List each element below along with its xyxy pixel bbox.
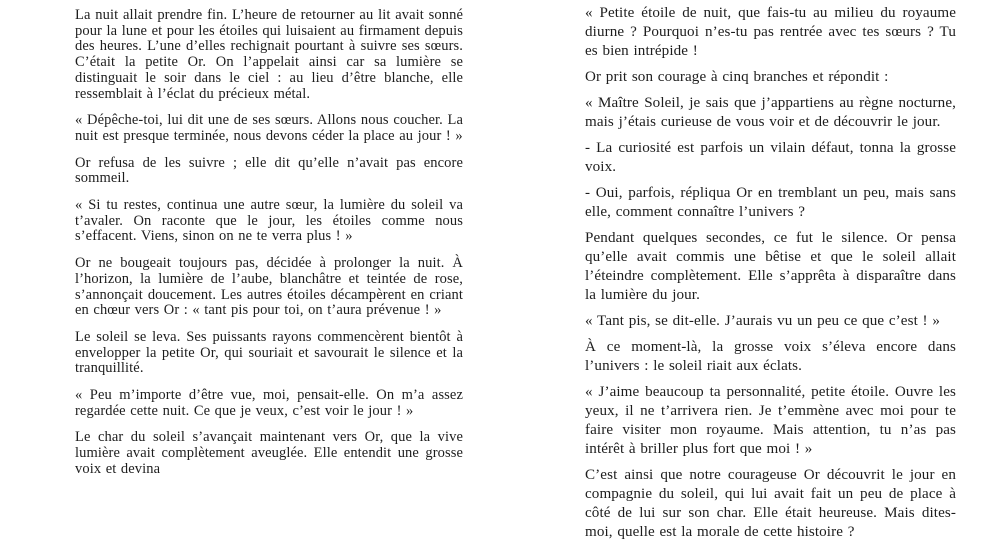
left-paragraph-6: Le soleil se leva. Ses puissants rayons commencèrent bientôt à envelopper la petite Or, qui souriait et savourait le silence et la tranquillité. xyxy=(75,328,463,377)
right-paragraph-4: - La curiosité est parfois un vilain défaut, tonna la grosse voix. xyxy=(585,140,956,175)
right-paragraph-8: À ce moment-là, la grosse voix s’éleva encore dans l’univers : le soleil riait aux éclats. xyxy=(585,339,956,374)
left-paragraph-3: Or refusa de les suivre ; elle dit qu’elle n’avait pas encore sommeil. xyxy=(75,154,463,187)
right-page-column xyxy=(585,4,956,542)
right-paragraph-7: « Tant pis, se dit-elle. J’aurais vu un peu ce que c’est ! » xyxy=(585,313,940,329)
right-paragraph-5: - Oui, parfois, répliqua Or en tremblant un peu, mais sans elle, comment connaître l’univers ? xyxy=(585,185,956,220)
left-paragraph-5: Or ne bougeait toujours pas, décidée à prolonger la nuit. À l’horizon, la lumière de l’aube, blanchâtre et teintée de rose, s’annonçait doucement. Les autres étoiles décampèrent en criant en chœur vers Or : « tant pis pour toi, on t’aura prévenue ! » xyxy=(75,255,463,319)
left-paragraph-1: La nuit allait prendre fin. L’heure de retourner au lit avait sonné pour la lune et pour les étoiles qui luisaient au firmament depuis des heures. L’une d’elles rechignait pourtant à suivre ses sœurs. C’était la petite Or. On l’appelait ainsi car sa lumière se distinguait le soir dans le ciel : au lieu d’être blanche, elle ressemblait à l’éclat du précieux métal. xyxy=(75,7,463,102)
right-paragraph-2: Or prit son courage à cinq branches et répondit : xyxy=(585,69,889,85)
left-paragraph-8: Le char du soleil s’avançait maintenant vers Or, que la vive lumière avait complètement aveuglée. Elle entendit une grosse voix et devina xyxy=(75,429,463,477)
right-paragraph-9: « J’aime beaucoup ta personnalité, petite étoile. Ouvre les yeux, il ne t’arrivera rien. Je t’emmène avec moi pour te faire visiter mon royaume. Mais attention, tu n’as pas intérêt à briller plus fort que moi ! » xyxy=(585,384,956,457)
right-paragraph-10: C’est ainsi que notre courageuse Or découvrit le jour en compagnie du soleil, qui lui avait fait un peu de place à côté de lui sur son char. Elle était heureuse. Mais dites-moi, quelle est la morale de cette histoire ? xyxy=(585,467,956,540)
right-paragraph-6: Pendant quelques secondes, ce fut le silence. Or pensa qu’elle avait commis une bêtise et que le soleil allait l’éteindre complètement. Elle s’apprêta à disparaître dans la lumière du jour. xyxy=(585,230,956,303)
left-paragraph-7: « Peu m’importe d’être vue, moi, pensait-elle. On m’a assez regardée cette nuit. Ce que je veux, c’est voir le jour ! » xyxy=(75,387,463,419)
right-paragraph-3: « Maître Soleil, je sais que j’appartiens au règne nocturne, mais j’étais curieuse de vous voir et de découvrir le jour. xyxy=(585,95,956,130)
left-paragraph-4: « Si tu restes, continua une autre sœur, la lumière du soleil va t’avaler. On raconte que le jour, les étoiles comme nous s’effacent. Viens, sinon on ne te verra plus ! » xyxy=(75,197,463,245)
left-paragraph-2: « Dépêche-toi, lui dit une de ses sœurs. Allons nous coucher. La nuit est presque terminée, nous devons céder la place au jour ! » xyxy=(75,112,463,144)
right-paragraph-1: « Petite étoile de nuit, que fais-tu au milieu du royaume diurne ? Pourquoi n’es-tu pas rentrée avec tes sœurs ? Tu es bien intrépide ! xyxy=(585,5,956,59)
left-page-column xyxy=(75,8,463,478)
